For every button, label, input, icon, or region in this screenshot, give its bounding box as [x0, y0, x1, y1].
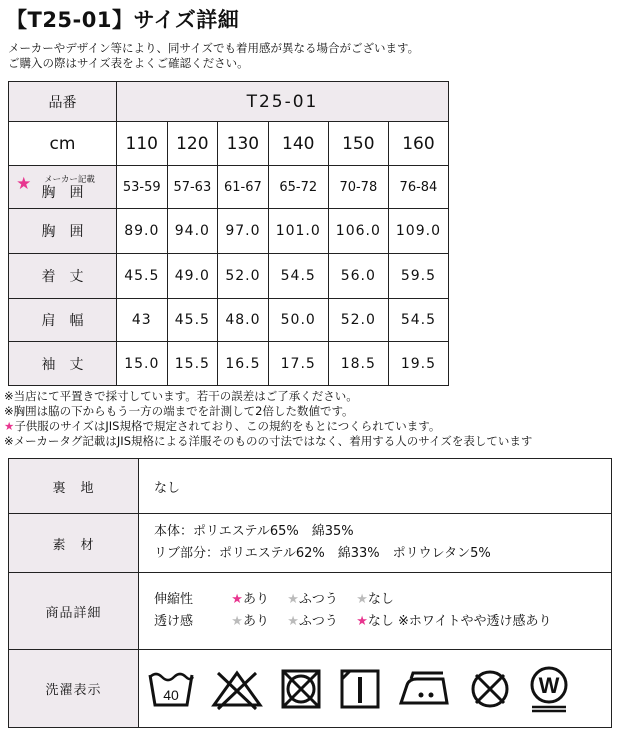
sheer-option: ふつう: [298, 614, 338, 629]
sheer-option: なし: [367, 614, 394, 629]
table-cell: 70-78: [328, 166, 388, 209]
svg-text:W: W: [538, 672, 560, 698]
intro-text: [8, 41, 419, 71]
product-row: [9, 82, 449, 122]
wash-40-icon: [147, 667, 195, 711]
material-value: [139, 514, 612, 573]
maker-chest-label-cell: [9, 166, 117, 209]
table-cell: 101.0: [268, 209, 328, 254]
washing-icons: [139, 650, 612, 728]
sheer-label: 透け感: [154, 614, 194, 629]
size-header: 120: [167, 122, 218, 166]
size-header-row: [9, 122, 449, 166]
table-cell: 52.0: [328, 299, 388, 342]
table-cell: 94.0: [167, 209, 218, 254]
star-icon: ★: [287, 614, 299, 629]
product-label: 品番: [9, 82, 117, 122]
table-cell: 54.5: [268, 254, 328, 299]
line-dry-icon: [338, 667, 382, 711]
table-cell: 106.0: [328, 209, 388, 254]
sheer-option: あり: [242, 614, 269, 629]
stretch-line: [154, 589, 611, 611]
table-row: [9, 342, 449, 386]
table-cell: 50.0: [268, 299, 328, 342]
material-label: 素 材: [9, 514, 139, 573]
table-cell: 109.0: [388, 209, 448, 254]
no-bleach-icon: [210, 667, 264, 711]
maker-chest-label: 胸 囲: [41, 184, 84, 201]
sheer-note: ※ホワイトやや透け感あり: [398, 614, 552, 629]
sheer-line: [154, 611, 611, 633]
table-cell: 89.0: [117, 209, 168, 254]
note-text: 子供服のサイズはJIS規格で規定されており、この規約をもとにつくられています。: [14, 419, 441, 433]
intro-line: ご購入の際はサイズ表をよくご確認ください。: [8, 56, 249, 70]
stretch-option: ふつう: [298, 592, 338, 607]
notes: [4, 389, 532, 449]
stretch-option: なし: [367, 592, 394, 607]
table-cell: 54.5: [388, 299, 448, 342]
size-header: 160: [388, 122, 448, 166]
table-cell: 59.5: [388, 254, 448, 299]
table-cell: 61-67: [218, 166, 269, 209]
table-cell: 43: [117, 299, 168, 342]
washing-label: 洗濯表示: [9, 650, 139, 728]
material-row: [9, 514, 612, 573]
note-line: ※胸囲は脇の下からもう一方の端までを計測して2倍した数値です。: [4, 404, 354, 418]
table-cell: 57-63: [167, 166, 218, 209]
table-cell: 65-72: [268, 166, 328, 209]
table-cell: 16.5: [218, 342, 269, 386]
material-line: リブ部分：ポリエステル62% 綿33% ポリウレタン5%: [154, 546, 491, 561]
table-cell: 76-84: [388, 166, 448, 209]
table-cell: 53-59: [117, 166, 168, 209]
details-label: 商品詳細: [9, 573, 139, 650]
star-icon: ★: [356, 614, 368, 629]
table-cell: 15.0: [117, 342, 168, 386]
star-icon: ★: [231, 592, 243, 607]
table-cell: 18.5: [328, 342, 388, 386]
table-cell: 45.5: [117, 254, 168, 299]
star-icon: ★: [287, 592, 299, 607]
size-header: 140: [268, 122, 328, 166]
wash-temp: 40: [163, 686, 179, 703]
size-table: [8, 81, 449, 386]
table-cell: 97.0: [218, 209, 269, 254]
iron-medium-icon: [397, 667, 453, 711]
details-row: [9, 573, 612, 650]
stretch-label: 伸縮性: [154, 592, 194, 607]
table-cell: 45.5: [167, 299, 218, 342]
wet-clean-gentle-icon: [527, 665, 571, 713]
washing-row: [9, 650, 612, 728]
no-dry-clean-icon: [468, 667, 512, 711]
material-line: 本体：ポリエステル65% 綿35%: [154, 524, 354, 539]
maker-note: メーカー記載: [44, 174, 95, 185]
table-cell: 49.0: [167, 254, 218, 299]
star-icon: ★: [4, 419, 15, 433]
unit-label: cm: [9, 122, 117, 166]
lining-row: [9, 459, 612, 514]
page-title: 【T25-01】サイズ詳細: [6, 8, 240, 32]
table-row: [9, 299, 449, 342]
info-table: [8, 458, 612, 728]
stretch-option: あり: [242, 592, 269, 607]
no-tumble-dry-icon: [279, 667, 323, 711]
table-row: [9, 209, 449, 254]
table-cell: 52.0: [218, 254, 269, 299]
row-label: 着 丈: [9, 254, 117, 299]
table-cell: 15.5: [167, 342, 218, 386]
star-icon: ★: [16, 173, 32, 194]
star-icon: ★: [231, 614, 243, 629]
star-icon: ★: [356, 592, 368, 607]
details-value: [139, 573, 612, 650]
maker-chest-row: [9, 166, 449, 209]
intro-line: メーカーやデザイン等により、同サイズでも着用感が異なる場合がございます。: [8, 41, 420, 55]
row-label: 胸 囲: [9, 209, 117, 254]
table-cell: 17.5: [268, 342, 328, 386]
table-row: [9, 254, 449, 299]
table-cell: 56.0: [328, 254, 388, 299]
product-value: T25-01: [117, 82, 449, 122]
lining-label: 裏 地: [9, 459, 139, 514]
size-header: 110: [117, 122, 168, 166]
note-line: [4, 419, 532, 434]
row-label: 袖 丈: [9, 342, 117, 386]
table-cell: 48.0: [218, 299, 269, 342]
size-header: 130: [218, 122, 269, 166]
lining-value: なし: [139, 459, 612, 514]
size-header: 150: [328, 122, 388, 166]
note-line: ※当店にて平置きで採寸しています。若干の誤差はご了承ください。: [4, 389, 358, 403]
row-label: 肩 幅: [9, 299, 117, 342]
table-cell: 19.5: [388, 342, 448, 386]
note-line: ※メーカータグ記載はJIS規格による洋服そのものの寸法ではなく、着用する人のサイズを表しています: [4, 434, 533, 448]
